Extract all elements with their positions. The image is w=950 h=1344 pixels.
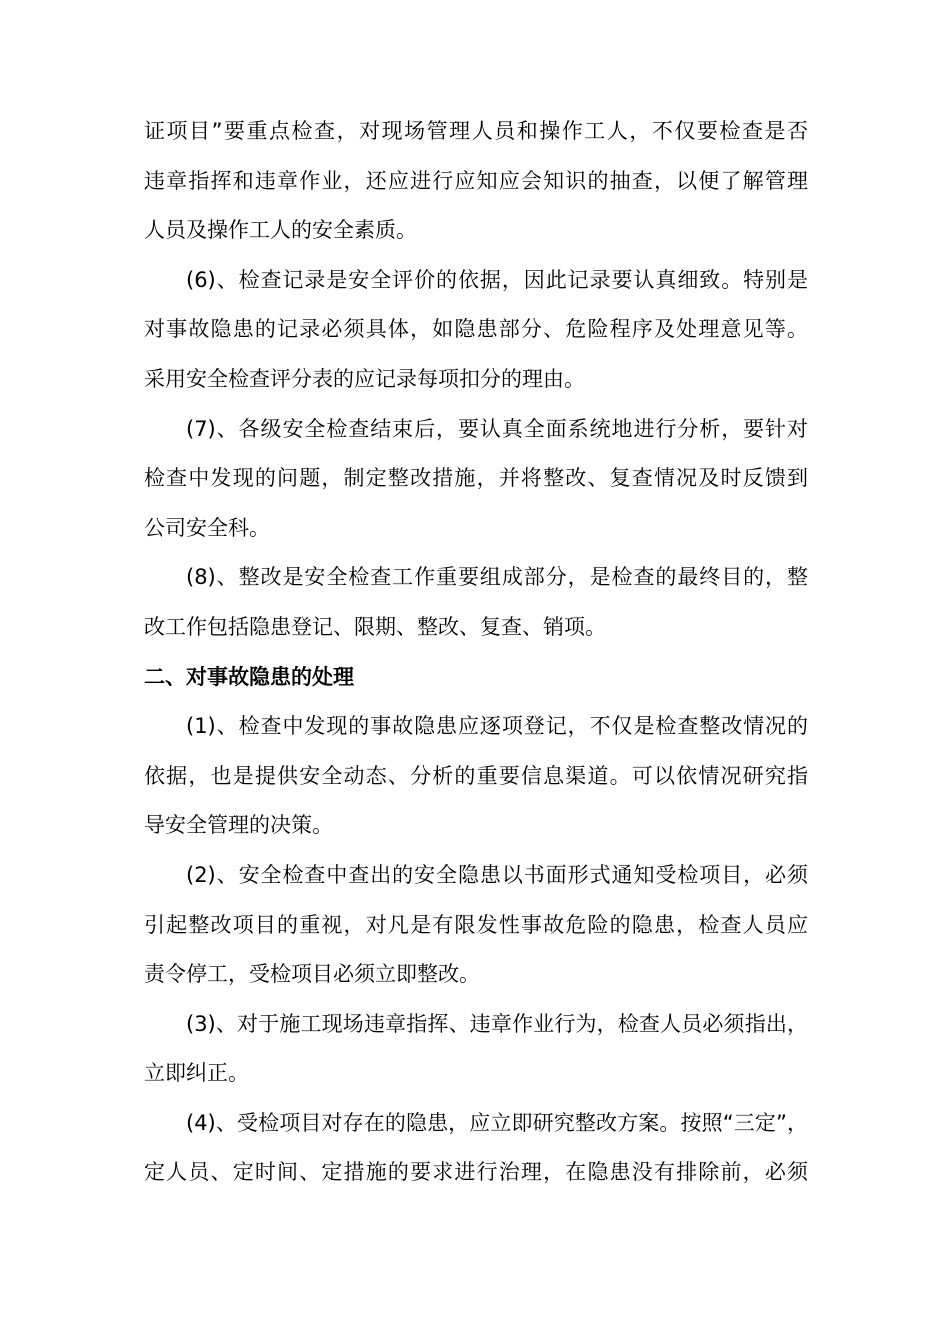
paragraph-item-1: (1)、检查中发现的事故隐患应逐项登记，不仅是检查整改情况的 bbox=[186, 714, 808, 739]
text-line: 定人员、定时间、定措施的要求进行治理，在隐患没有排除前，必须 bbox=[144, 1160, 808, 1185]
text-line: 证项目”要重点检查，对现场管理人员和操作工人，不仅要检查是否 bbox=[144, 119, 808, 143]
text-line: 依据，也是提供安全动态、分析的重要信息渠道。可以依情况研究指 bbox=[144, 763, 808, 788]
text-line: 立即纠正。 bbox=[144, 1061, 249, 1086]
text-line: 人员及操作工人的安全素质。 bbox=[144, 218, 417, 243]
paragraph-item-6: (6)、检查记录是安全评价的依据，因此记录要认真细致。特别是 bbox=[186, 267, 808, 292]
text-line: 检查中发现的问题，制定整改措施，并将整改、复查情况及时反馈到 bbox=[144, 466, 808, 491]
paragraph-item-7: (7)、各级安全检查结束后，要认真全面系统地进行分析，要针对 bbox=[186, 416, 808, 441]
text-line: 责令停工，受检项目必须立即整改。 bbox=[144, 962, 480, 987]
text-line: 引起整改项目的重视，对凡是有限发性事故危险的隐患，检查人员应 bbox=[144, 912, 808, 937]
paragraph-item-2: (2)、安全检查中查出的安全隐患以书面形式通知受检项目，必须 bbox=[186, 862, 808, 887]
paragraph-item-3: (3)、对于施工现场违章指挥、违章作业行为，检查人员必须指出， bbox=[186, 1011, 808, 1036]
text-line: 违章指挥和违章作业，还应进行应知应会知识的抽查，以便了解管理 bbox=[144, 168, 808, 193]
text-line: 公司安全科。 bbox=[144, 515, 270, 540]
text-line: 采用安全检查评分表的应记录每项扣分的理由。 bbox=[144, 366, 585, 391]
text-line: 改工作包括隐患登记、限期、整改、复查、销项。 bbox=[144, 614, 606, 639]
section-heading: 二、对事故隐患的处理 bbox=[144, 664, 354, 689]
paragraph-item-4: (4)、受检项目对存在的隐患，应立即研究整改方案。按照“三定”， bbox=[186, 1110, 808, 1135]
text-line: 对事故隐患的记录必须具体，如隐患部分、危险程序及处理意见等。 bbox=[144, 317, 808, 342]
paragraph-item-8: (8)、整改是安全检查工作重要组成部分，是检查的最终目的，整 bbox=[186, 565, 808, 590]
text-line: 导安全管理的决策。 bbox=[144, 813, 333, 838]
document-body bbox=[144, 107, 808, 1198]
